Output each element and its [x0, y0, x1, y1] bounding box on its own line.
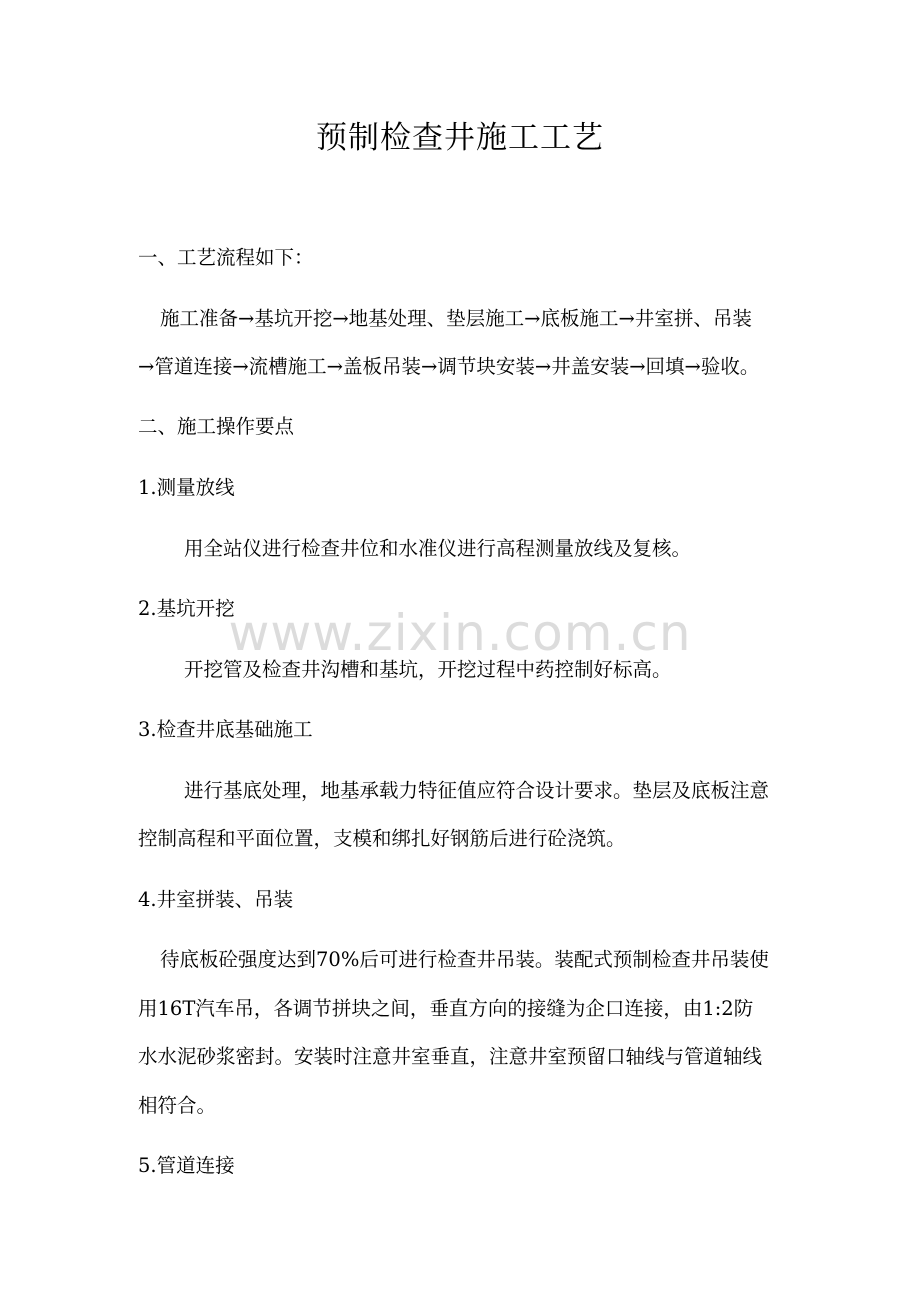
subheading-4: 4.井室拼装、吊装 — [138, 888, 294, 911]
paragraph-3-line-1: 进行基底处理，地基承载力特征值应符合设计要求。垫层及底板注意 — [184, 779, 770, 802]
document-title: 预制检查井施工工艺 — [316, 120, 604, 156]
paragraph-4-line-3: 水水泥砂浆密封。安装时注意井室垂直，注意井室预留口轴线与管道轴线 — [138, 1045, 763, 1068]
paragraph-4-line-4: 相符合。 — [138, 1094, 217, 1117]
paragraph-3-line-2: 控制高程和平面位置，支模和绑扎好钢筋后进行砼浇筑。 — [138, 827, 626, 850]
paragraph-4-line-2: 用16T汽车吊，各调节拼块之间，垂直方向的接缝为企口连接，由1:2防 — [138, 997, 754, 1020]
process-flow-line-1: 施工准备→基坑开挖→地基处理、垫层施工→底板施工→井室拼、吊装 — [160, 307, 752, 330]
watermark: www.zixin.com.cn — [228, 604, 692, 662]
subheading-1: 1.测量放线 — [138, 476, 235, 499]
process-flow-line-2: →管道连接→流槽施工→盖板吊装→调节块安装→井盖安装→回填→验收。 — [138, 355, 760, 378]
paragraph-4-line-1: 待底板砼强度达到70%后可进行检查井吊装。装配式预制检查井吊装使 — [160, 948, 769, 971]
section-heading-2: 二、施工操作要点 — [138, 415, 295, 438]
paragraph-1: 用全站仪进行检查井位和水准仪进行高程测量放线及复核。 — [184, 537, 692, 560]
subheading-2: 2.基坑开挖 — [138, 597, 235, 620]
subheading-5: 5.管道连接 — [138, 1154, 235, 1177]
section-heading-1: 一、工艺流程如下： — [138, 246, 314, 269]
subheading-3: 3.检查井底基础施工 — [138, 718, 313, 741]
paragraph-2: 开挖管及检查井沟槽和基坑，开挖过程中药控制好标高。 — [184, 658, 672, 681]
